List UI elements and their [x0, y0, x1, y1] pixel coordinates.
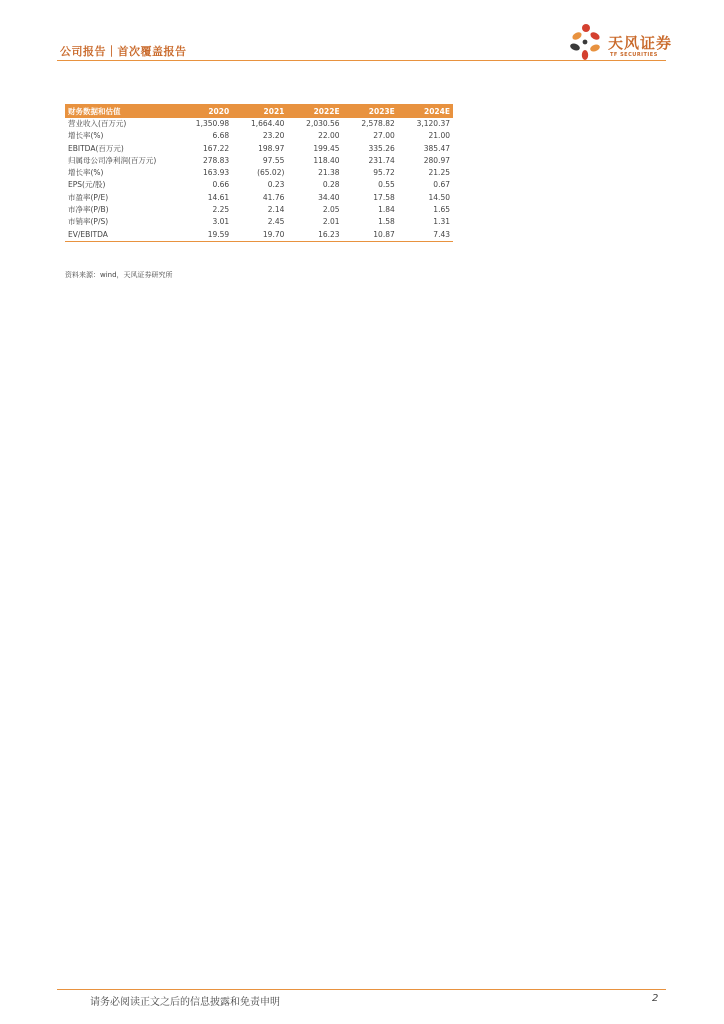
row-label: 增长率(%) — [68, 168, 104, 178]
table-cell: 199.45 — [313, 143, 340, 153]
footer-disclaimer: 请务必阅读正文之后的信息披露和免责申明 — [90, 997, 280, 1008]
row-label: 增长率(%) — [68, 131, 104, 141]
table-title: 财务数据和估值 — [65, 104, 177, 118]
table-cell: 1.65 — [433, 205, 450, 215]
footer-divider — [57, 989, 666, 990]
table-cell: 2.45 — [267, 217, 285, 227]
table-cell: 0.23 — [267, 180, 285, 190]
table-cell: 278.83 — [202, 155, 230, 165]
table-row — [65, 204, 453, 216]
table-cell: 21.00 — [428, 131, 450, 141]
table-cell: 335.26 — [368, 143, 395, 153]
table-cell: 7.43 — [398, 229, 453, 242]
row-label: 市净率(P/B) — [68, 205, 109, 215]
column-header: 2023E — [343, 104, 398, 118]
table-cell: 231.74 — [368, 155, 395, 165]
row-label: EV/EBITDA — [65, 229, 177, 242]
table-cell: 19.59 — [177, 229, 232, 242]
table-row — [65, 167, 453, 179]
table-row — [65, 118, 453, 130]
table-cell: 2.01 — [322, 217, 340, 227]
table-cell: 0.66 — [212, 180, 230, 190]
logo-name-en: TF SECURITIES — [610, 52, 658, 58]
table-cell: 95.72 — [373, 168, 395, 178]
table-cell: 17.58 — [373, 192, 395, 202]
table-cell: 21.25 — [428, 168, 450, 178]
table-cell: 3.01 — [212, 217, 230, 227]
table-cell: 385.47 — [423, 143, 450, 153]
table-cell: 280.97 — [423, 155, 450, 165]
row-label: 营业收入(百万元) — [68, 119, 127, 128]
table-cell: 0.67 — [433, 180, 450, 190]
table-cell: 21.38 — [318, 168, 340, 178]
tf-securities-logo — [568, 22, 678, 62]
table-row — [65, 179, 453, 191]
financial-valuation-table — [65, 104, 453, 242]
row-label: 归属母公司净利润(百万元) — [68, 155, 157, 165]
report-type-title: 公司报告｜首次覆盖报告 — [60, 45, 187, 58]
table-cell: 1,664.40 — [250, 119, 285, 128]
table-cell: 2.14 — [267, 205, 285, 215]
column-header: 2024E — [398, 104, 453, 118]
table-cell: 14.61 — [207, 192, 230, 202]
table-cell: 198.97 — [258, 143, 285, 153]
row-label: 市盈率(P/E) — [68, 192, 109, 202]
column-header: 2021 — [232, 104, 287, 118]
tf-securities-logo-mark-icon — [568, 22, 604, 62]
table-cell: 19.70 — [232, 229, 287, 242]
table-row — [65, 143, 453, 155]
column-header: 2022E — [287, 104, 342, 118]
table-cell: 2.05 — [322, 205, 340, 215]
page-number: 2 — [652, 993, 659, 1004]
table-row — [65, 229, 453, 242]
table-cell: (65.02) — [257, 168, 285, 178]
table-cell: 16.23 — [287, 229, 342, 242]
table-source-note: 资料来源：wind，天风证券研究所 — [65, 271, 173, 279]
table-cell: 23.20 — [262, 131, 285, 141]
table-row — [65, 155, 453, 167]
table-cell: 2,030.56 — [306, 119, 340, 128]
table-cell: 14.50 — [428, 192, 450, 202]
table-cell: 163.93 — [202, 168, 230, 178]
table-row — [65, 216, 453, 228]
table-cell: 22.00 — [318, 131, 340, 141]
table-cell: 10.87 — [343, 229, 398, 242]
table-row — [65, 192, 453, 204]
table-cell: 27.00 — [373, 131, 395, 141]
table-row — [65, 130, 453, 142]
table-cell: 1,350.98 — [195, 119, 230, 128]
table-header-row — [65, 104, 453, 118]
table-cell: 0.55 — [378, 180, 395, 190]
table-cell: 1.84 — [378, 205, 395, 215]
table-cell: 167.22 — [202, 143, 230, 153]
table-cell: 3,120.37 — [416, 119, 450, 128]
table-cell: 2,578.82 — [361, 119, 395, 128]
table-cell: 0.28 — [322, 180, 340, 190]
table-cell: 2.25 — [212, 205, 230, 215]
table-cell: 1.58 — [378, 217, 395, 227]
table-cell: 41.76 — [262, 192, 285, 202]
table-cell: 6.68 — [212, 131, 230, 141]
table-cell: 118.40 — [313, 155, 340, 165]
row-label: EBITDA(百万元) — [68, 143, 124, 153]
header-divider — [57, 60, 666, 61]
table-cell: 1.31 — [433, 217, 450, 227]
row-label: EPS(元/股) — [68, 180, 106, 190]
table-cell: 34.40 — [318, 192, 340, 202]
logo-name-cn: 天风证券 — [608, 34, 673, 52]
table-cell: 97.55 — [262, 155, 285, 165]
row-label: 市销率(P/S) — [68, 217, 109, 227]
column-header: 2020 — [177, 104, 232, 118]
